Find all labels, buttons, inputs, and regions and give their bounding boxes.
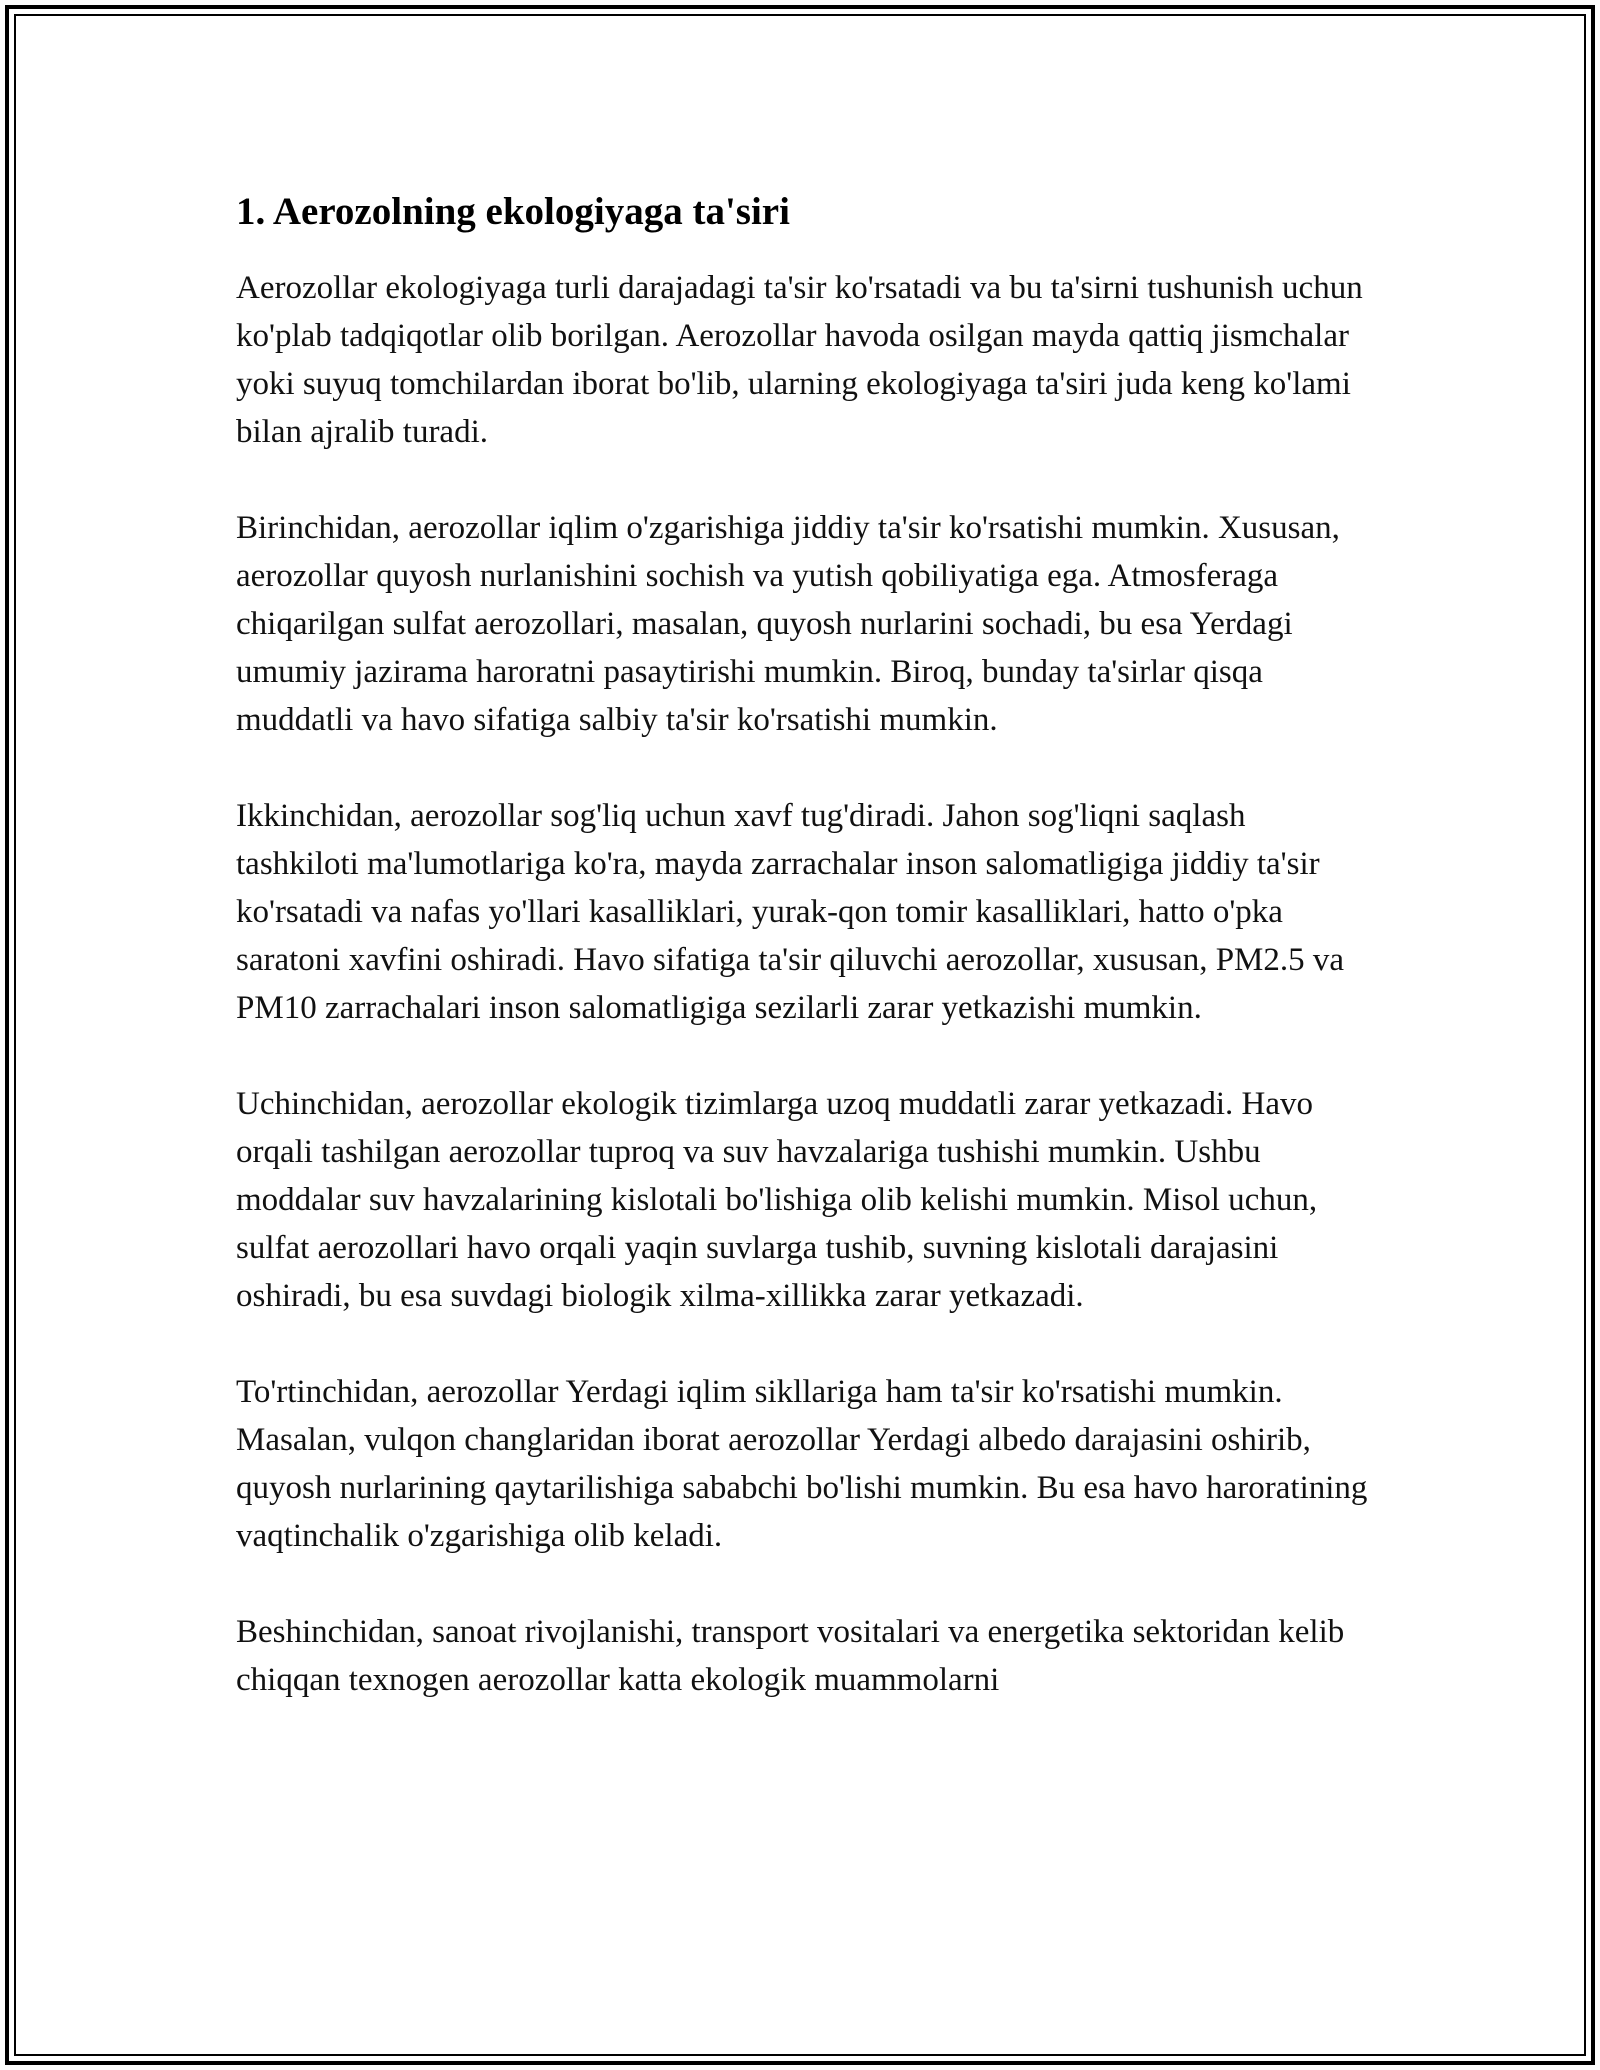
paragraph-fifth-point: Beshinchidan, sanoat rivojlanishi, transport vositalari va energetika sektoridan kelib chiqqan texnogen aerozollar katta ekologik muammolarni xyxy=(236,1614,1345,1698)
paragraph-intro: Aerozollar ekologiyaga turli darajadagi ta'sir ko'rsatadi va bu ta'sirni tushunish uchun ko'plab tadqiqotlar olib borilgan. Aerozollar havoda osilgan mayda qattiq jismchalar yoki suyuq tomchilardan iborat bo'lib, ularning ekologiyaga ta'siri juda keng ko'lami bilan ajralib turadi. xyxy=(236,270,1363,450)
document-body xyxy=(236,186,1376,1752)
paragraph-second-point: Ikkinchidan, aerozollar sog'liq uchun xavf tug'diradi. Jahon sog'liqni saqlash tashkiloti ma'lumotlariga ko'ra, mayda zarrachalar inson salomatligiga jiddiy ta'sir ko'rsatadi va nafas yo'llari kasalliklari, yurak-qon tomir kasalliklari, hatto o'pka saratoni xavfini oshiradi. Havo sifatiga ta'sir qiluvchi aerozollar, xususan, PM2.5 va PM10 zarrachalari inson salomatligiga sezilarli zarar yetkazishi mumkin. xyxy=(236,798,1345,1026)
paragraph-third-point: Uchinchidan, aerozollar ekologik tizimlarga uzoq muddatli zarar yetkazadi. Havo orqali tashilgan aerozollar tuproq va suv havzalariga tushishi mumkin. Ushbu moddalar suv havzalarining kislotali bo'lishiga olib kelishi mumkin. Misol uchun, sulfat aerozollari havo orqali yaqin suvlarga tushib, suvning kislotali darajasini oshiradi, bu esa suvdagi biologik xilma-xillikka zarar yetkazadi. xyxy=(236,1086,1318,1314)
section-heading: 1. Aerozolning ekologiyaga ta'siri xyxy=(236,190,790,233)
paragraph-fourth-point: To'rtinchidan, aerozollar Yerdagi iqlim sikllariga ham ta'sir ko'rsatishi mumkin. Masalan, vulqon changlaridan iborat aerozollar Yerdagi albedo darajasini oshirib, quyosh nurlarining qaytarilishiga sababchi bo'lishi mumkin. Bu esa havo haroratining vaqtinchalik o'zgarishiga olib keladi. xyxy=(236,1374,1368,1554)
paragraph-first-point: Birinchidan, aerozollar iqlim o'zgarishiga jiddiy ta'sir ko'rsatishi mumkin. Xususan, aerozollar quyosh nurlanishini sochish va yutish qobiliyatiga ega. Atmosferaga chiqarilgan sulfat aerozollari, masalan, quyosh nurlarini sochadi, bu esa Yerdagi umumiy jazirama haroratni pasaytirishi mumkin. Biroq, bunday ta'sirlar qisqa muddatli va havo sifatiga salbiy ta'sir ko'rsatishi mumkin. xyxy=(236,510,1340,738)
